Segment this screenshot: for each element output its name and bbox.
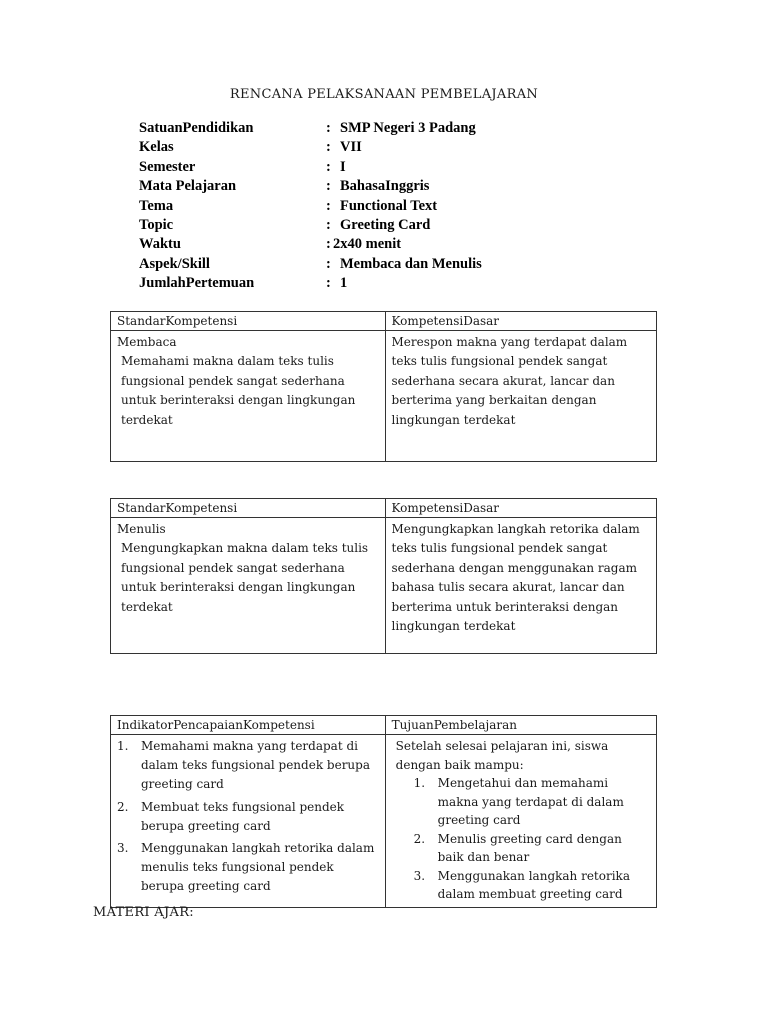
list-item: [414, 830, 650, 867]
list-number: 1.: [117, 739, 129, 753]
info-colon: :: [326, 139, 331, 156]
info-colon: :: [326, 275, 331, 292]
kompetensi-dasar-header: KompetensiDasar: [385, 499, 656, 518]
indicator-goal-table: [110, 715, 657, 908]
list-item: [117, 839, 379, 897]
skill-label: Membaca: [117, 335, 177, 349]
list-item: [414, 774, 650, 830]
document-title: RENCANA PELAKSANAAN PEMBELAJARAN: [229, 87, 539, 102]
goal-intro-text: Setelah selesai pelajaran ini, siswa dengan baik mampu:: [395, 739, 609, 772]
kompetensi-dasar-header: KompetensiDasar: [385, 312, 656, 331]
table-header-row: [111, 312, 657, 331]
tujuan-cell: [385, 735, 656, 908]
info-value: VII: [340, 139, 362, 156]
list-text: Menggunakan langkah retorika dalam menulis teks fungsional pendek berupa greeting card: [141, 841, 375, 894]
info-label: Kelas: [139, 139, 174, 156]
kompetensi-dasar-text: Mengungkapkan langkah retorika dalam teks tulis fungsional pendek sangat sederhana dengan menggunakan ragam bahasa tulis secara akurat, lancar dan berterima untuk berinteraksi dengan lingkungan terdekat: [391, 522, 640, 634]
info-colon: :: [326, 197, 331, 214]
standar-kompetensi-cell: [111, 518, 386, 654]
info-label: Aspek/Skill: [139, 255, 210, 272]
info-value: SMP Negeri 3 Padang: [340, 120, 476, 136]
standar-kompetensi-header: StandarKompetensi: [111, 312, 386, 331]
info-value: 2x40 menit: [333, 236, 402, 253]
list-text: Menulis greeting card dengan baik dan benar: [437, 831, 622, 864]
list-item: [117, 798, 379, 836]
kompetensi-dasar-text: Merespon makna yang terdapat dalam teks tulis fungsional pendek sangat sederhana secara akurat, lancar dan berterima yang berkaitan dengan lingkungan terdekat: [391, 335, 628, 427]
list-number: 2.: [413, 831, 426, 846]
kompetensi-dasar-cell: [385, 331, 656, 462]
info-label: Mata Pelajaran: [139, 178, 237, 195]
list-text: Mengetahui dan memahami makna yang terdapat di dalam greeting card: [437, 776, 624, 827]
info-value: Greeting Card: [340, 216, 431, 233]
info-label: SatuanPendidikan: [139, 120, 254, 136]
list-number: 3.: [413, 868, 426, 883]
list-item: [117, 737, 379, 795]
table-row: [111, 331, 657, 462]
info-colon: :: [326, 178, 331, 195]
info-value: 1: [340, 275, 348, 292]
list-number: 2.: [117, 799, 129, 814]
table-row: [111, 735, 657, 908]
list-item: [414, 867, 650, 904]
tujuan-header: TujuanPembelajaran: [385, 716, 656, 735]
kompetensi-dasar-cell: [385, 518, 656, 654]
standar-kompetensi-text: Mengungkapkan makna dalam teks tulis fungsional pendek sangat sederhana untuk berinteraksi dengan lingkungan terdekat: [121, 541, 369, 614]
indikator-cell: [111, 735, 386, 908]
info-value: I: [340, 158, 346, 175]
info-label: Topic: [139, 216, 174, 233]
info-value: Functional Text: [340, 197, 438, 214]
standar-kompetensi-header: StandarKompetensi: [111, 499, 386, 518]
list-text: Membuat teks fungsional pendek berupa greeting card: [141, 799, 345, 833]
info-colon: :: [326, 255, 331, 272]
indicator-list: [117, 737, 379, 897]
table-header-row: [111, 716, 657, 735]
indikator-header: IndikatorPencapaianKompetensi: [111, 716, 386, 735]
competency-table-reading: [110, 311, 657, 462]
table-row: [111, 518, 657, 654]
info-label: JumlahPertemuan: [139, 275, 255, 292]
info-label: Semester: [139, 158, 196, 175]
goal-list: [392, 774, 650, 904]
skill-label: Menulis: [117, 522, 166, 536]
list-number: 3.: [117, 841, 129, 856]
info-colon: :: [326, 236, 331, 253]
info-colon: :: [326, 158, 331, 175]
info-label: Tema: [139, 197, 174, 214]
info-label: Waktu: [139, 236, 181, 253]
info-colon: :: [326, 120, 331, 136]
competency-table-writing: [110, 498, 657, 654]
materi-ajar-heading: MATERI AJAR:: [93, 905, 194, 920]
info-colon: :: [326, 216, 331, 233]
standar-kompetensi-cell: [111, 331, 386, 462]
table-header-row: [111, 499, 657, 518]
list-text: Menggunakan langkah retorika dalam membuat greeting card: [437, 868, 630, 901]
standar-kompetensi-text: Memahami makna dalam teks tulis fungsional pendek sangat sederhana untuk berinteraksi dengan lingkungan terdekat: [121, 354, 356, 427]
info-value: Membaca dan Menulis: [340, 255, 482, 272]
list-text: Memahami makna yang terdapat di dalam teks fungsional pendek berupa greeting card: [141, 739, 370, 792]
info-value: BahasaInggris: [340, 178, 430, 195]
list-number: 1.: [413, 776, 426, 790]
